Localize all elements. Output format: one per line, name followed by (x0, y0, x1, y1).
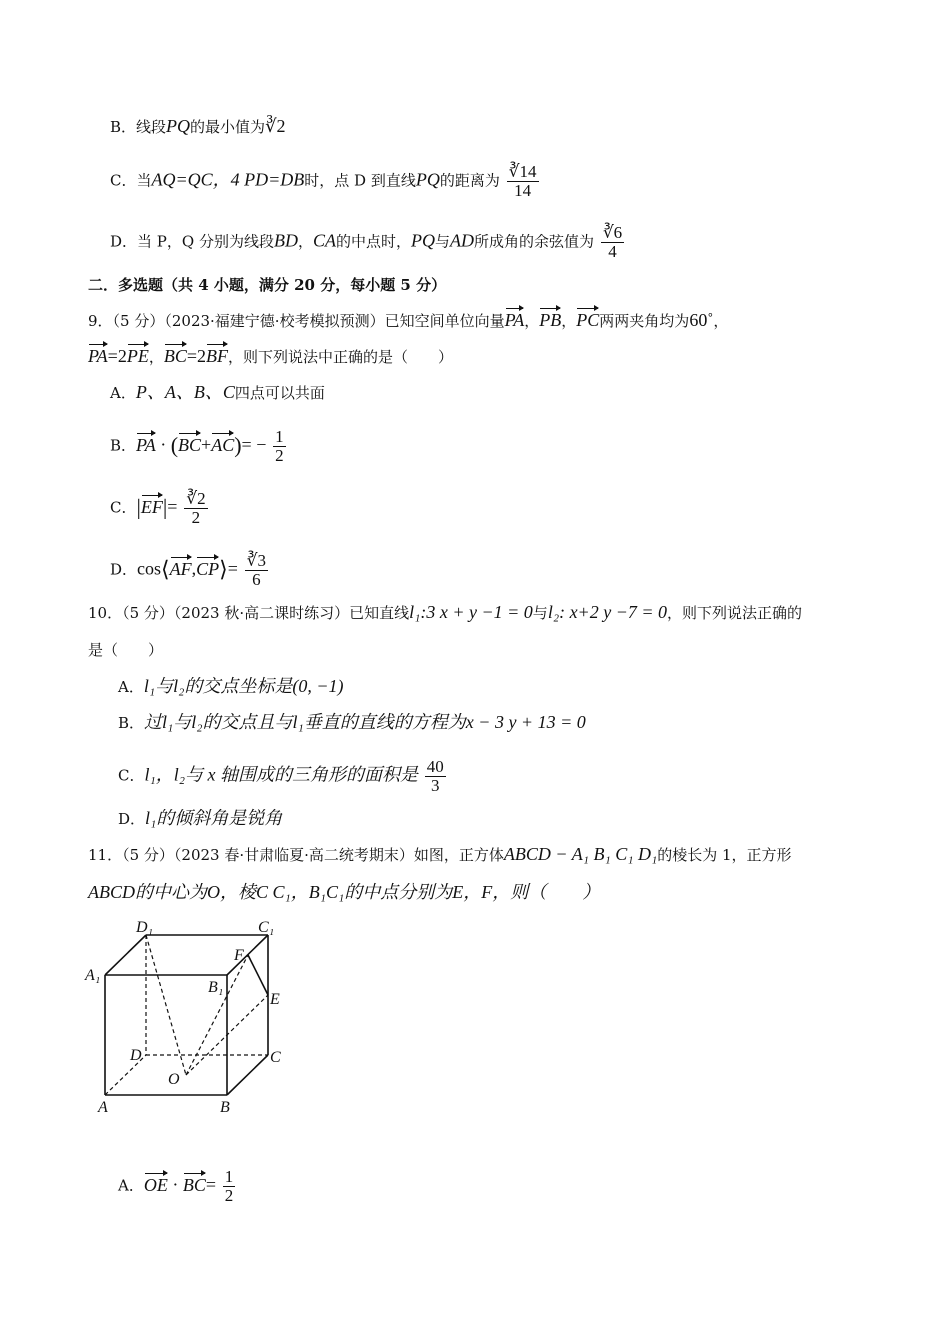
label-a: A (98, 1099, 108, 1116)
fraction: $\frac{∛14}{14}$ (508, 162, 537, 200)
label-d1: D₁ (136, 919, 154, 936)
label-o: O (168, 1071, 180, 1088)
label-f: F (234, 947, 244, 964)
q9-option-b: B．PA · (BC+AC)= − $\frac{1}{2}$ (110, 427, 284, 465)
q10-option-a: A．l₁与l₂的交点坐标是(0, −1) (118, 676, 344, 696)
option-prev-b: B．线段PQ的最小值为∛2 (110, 116, 286, 136)
q11-option-a: A．OE · BC= $\frac{1}{2}$ (118, 1167, 234, 1205)
q9-stem-line1: 9．（5 分）（2023·福建宁德·校考模拟预测）已知空间单位向量PA，PB，PC两两夹角均为60˚， (88, 310, 729, 330)
label-c1: C₁ (258, 919, 275, 936)
fraction: $\frac{∛3}{6}$ (246, 551, 267, 589)
fraction: $\frac{40}{3}$ (426, 757, 444, 795)
label-d: D (130, 1047, 142, 1064)
q9-option-d: D．cos⟨AF,CP⟩= $\frac{∛3}{6}$ (110, 551, 267, 589)
q11-stem-line1: 11．（5 分）（2023 春·甘肃临夏·高二统考期末）如图，正方体ABCD − A₁ B₁ C₁ D₁的棱长为 1，正方形 (88, 844, 792, 864)
q11-stem-line2: ABCD的中心为O，棱C C₁，B₁C₁的中点分别为E，F，则（ ） (88, 882, 601, 902)
q10-stem-line1: 10．（5 分）（2023 秋·高二课时练习）已知直线l₁:3 x + y −1 = 0与l₂: x+2 y −7 = 0，则下列说法正确的 (88, 602, 802, 622)
q10-option-b: B．过l₁与l₂的交点且与l₁垂直的直线的方程为x − 3 y + 13 = 0 (118, 712, 586, 732)
label-c: C (270, 1049, 281, 1066)
option-prev-d: D．当 P，Q 分别为线段BD，CA的中点时，PQ与AD所成角的余弦值为 $\frac{∛6}{4}$ (110, 223, 623, 261)
q9-option-a: A．P、A、B、C四点可以共面 (110, 382, 325, 402)
q10-option-c: C．l₁，l₂与 x 轴围成的三角形的面积是 $\frac{40}{3}$ (118, 757, 444, 795)
fraction: $\frac{1}{2}$ (275, 427, 284, 465)
q10-stem-line2: 是（ ） (88, 641, 164, 659)
fraction: $\frac{∛6}{4}$ (602, 223, 623, 261)
q9-option-c: C．|EF|= $\frac{∛2}{2}$ (110, 489, 206, 527)
label-e: E (270, 991, 280, 1008)
q10-option-d: D．l₁的倾斜角是锐角 (118, 808, 283, 828)
cube-figure (80, 912, 310, 1122)
label-a1: A₁ (85, 967, 101, 984)
section-title: 二．多选题（共 4 小题，满分 20 分，每小题 5 分） (88, 276, 447, 294)
label-b1: B₁ (208, 979, 224, 996)
option-prev-c: C．当AQ=QC，4 PD=DB时，点 D 到直线PQ的距离为 $\frac{∛14}{14}$ (110, 162, 537, 200)
fraction: $\frac{∛2}{2}$ (186, 489, 206, 527)
q9-stem-line2: PA=2PE，BC=2BF，则下列说法中正确的是（ ） (88, 346, 454, 366)
label-b: B (220, 1099, 230, 1116)
fraction: $\frac{1}{2}$ (224, 1167, 234, 1205)
